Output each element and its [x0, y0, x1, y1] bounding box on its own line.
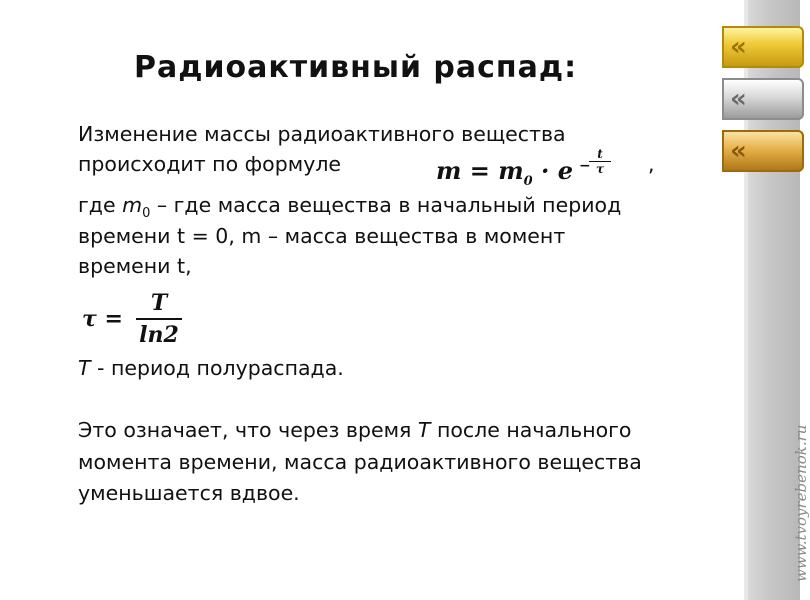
body-line-3-pre: где — [78, 193, 123, 217]
nav-tab-silver[interactable] — [722, 78, 804, 120]
decay-formula-exp-numerator: t — [597, 147, 603, 161]
decay-formula-exp-denominator: τ — [595, 162, 605, 176]
body-line-6-rest: - период полураспада. — [90, 356, 344, 380]
decay-formula-exp-base: · e — [532, 156, 573, 185]
half-life-formula-denominator: ln2 — [139, 322, 179, 348]
decay-formula-exponent — [589, 148, 611, 175]
body-line-3 — [78, 193, 621, 221]
double-chevron-left-icon: « — [730, 84, 741, 114]
body-line-2-comma: , — [648, 152, 655, 176]
double-chevron-left-icon: « — [730, 136, 741, 166]
nav-tab-gold[interactable] — [722, 26, 804, 68]
body-line-7-post: после начального — [430, 418, 632, 442]
body-line-7-T: T — [417, 418, 431, 442]
body-line-7 — [78, 418, 631, 442]
decay-formula — [430, 146, 620, 190]
nav-tab-bronze[interactable] — [722, 130, 804, 172]
body-line-8: момента времени, масса радиоактивного вещества — [78, 450, 642, 474]
half-life-formula — [78, 290, 188, 348]
body-line-2-text: происходит по формуле — [78, 152, 342, 176]
body-line-9: уменьшается вдвое. — [78, 481, 300, 505]
body-line-3-m: m — [122, 193, 143, 217]
decay-formula-subscript: 0 — [523, 173, 533, 189]
body-line-3-sub: 0 — [142, 206, 151, 222]
body-line-7-pre: Это означает, что через время — [78, 418, 418, 442]
body-line-3-post: – где масса вещества в начальный период — [150, 193, 622, 217]
decay-formula-base — [436, 156, 573, 189]
slide-title: Радиоактивный распад: — [134, 50, 578, 85]
body-line-6 — [78, 356, 344, 380]
double-chevron-left-icon: « — [730, 32, 741, 62]
half-life-formula-lhs: τ = — [82, 306, 123, 332]
half-life-formula-numerator: T — [150, 290, 168, 316]
body-line-4: времени t = 0, m – масса вещества в момент — [78, 224, 566, 248]
body-line-1: Изменение массы радиоактивного вещества — [78, 122, 566, 146]
body-line-5: времени t, — [78, 254, 192, 278]
site-watermark: www.tvoyrebenok.ru — [792, 424, 810, 582]
half-life-formula-fraction — [136, 290, 182, 348]
decay-formula-lhs: m = m — [436, 156, 524, 185]
fraction-bar — [136, 318, 182, 320]
decay-formula-exp-sign: − — [579, 158, 591, 174]
body-line-6-T: T — [78, 356, 91, 380]
